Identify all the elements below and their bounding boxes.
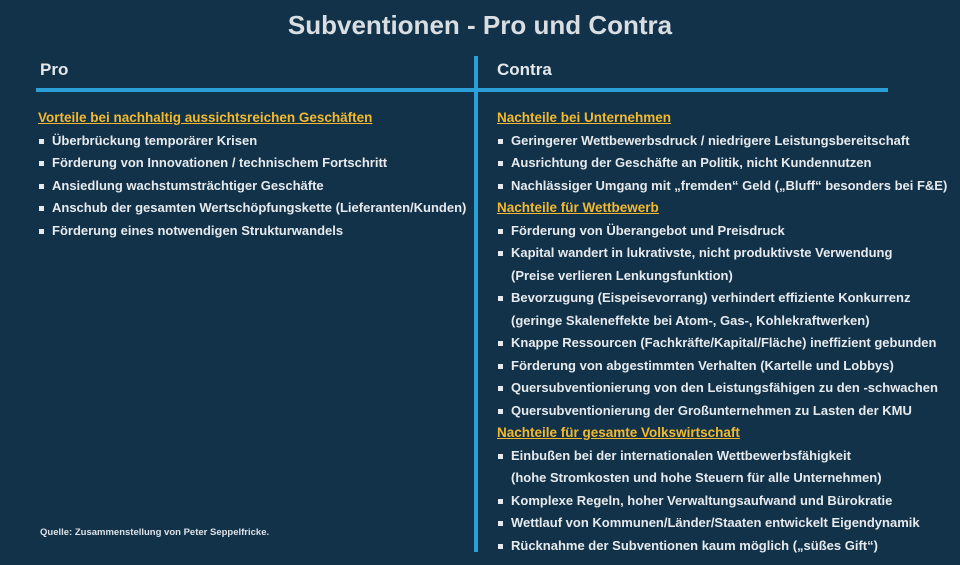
list-item-continuation: (geringe Skaleneffekte bei Atom-, Gas-, Kohlekraftwerken) — [511, 312, 870, 328]
list-item: Bevorzugung (Eispeisevorrang) verhindert effiziente Konkurrenz — [497, 287, 952, 310]
bullet-icon — [498, 409, 503, 414]
bullet-icon — [498, 251, 503, 256]
list-item: Anschub der gesamten Wertschöpfungskette (Lieferanten/Kunden) — [38, 197, 468, 220]
header-divider — [36, 88, 888, 92]
contra-list-companies — [497, 130, 952, 198]
list-item-continuation: (Preise verlieren Lenkungsfunktion) — [511, 267, 733, 283]
bullet-icon — [39, 184, 44, 189]
bullet-icon — [498, 229, 503, 234]
source-note: Quelle: Zusammenstellung von Peter Seppelfricke. — [40, 527, 270, 538]
list-item: Ausrichtung der Geschäfte an Politik, nicht Kundennutzen — [497, 152, 952, 175]
bullet-icon — [498, 386, 503, 391]
list-item: Förderung eines notwendigen Strukturwandels — [38, 220, 468, 243]
contra-section-title-economy: Nachteile für gesamte Volkswirtschaft — [497, 425, 740, 440]
contra-column — [497, 107, 952, 557]
pro-column — [38, 107, 468, 242]
list-item: Kapital wandert in lukrativste, nicht produktivste Verwendung — [497, 242, 952, 265]
bullet-icon — [498, 139, 503, 144]
list-item: Rücknahme der Subventionen kaum möglich („süßes Gift“) — [497, 535, 952, 558]
contra-section-title-companies: Nachteile bei Unternehmen — [497, 110, 672, 125]
pro-list — [38, 130, 468, 243]
bullet-icon — [498, 499, 503, 504]
page-title: Subventionen - Pro und Contra — [287, 10, 673, 40]
bullet-icon — [498, 544, 503, 549]
bullet-icon — [39, 139, 44, 144]
list-item: Überbrückung temporärer Krisen — [38, 130, 468, 153]
list-item: Ansiedlung wachstumsträchtiger Geschäfte — [38, 175, 468, 198]
pro-section-title: Vorteile bei nachhaltig aussichtsreichen Geschäften — [38, 110, 373, 125]
list-item: Förderung von Überangebot und Preisdruck — [497, 220, 952, 243]
pro-column-header: Pro — [40, 60, 69, 79]
bullet-icon — [498, 364, 503, 369]
contra-list-competition — [497, 220, 952, 423]
list-item: Knappe Ressourcen (Fachkräfte/Kapital/Fläche) ineffizient gebunden — [497, 332, 952, 355]
bullet-icon — [498, 454, 503, 459]
bullet-icon — [498, 341, 503, 346]
contra-section-title-competition: Nachteile für Wettbewerb — [497, 200, 659, 215]
bullet-icon — [498, 521, 503, 526]
contra-column-header: Contra — [497, 60, 552, 79]
list-item: Geringerer Wettbewerbsdruck / niedrigere Leistungsbereitschaft — [497, 130, 952, 153]
list-item: Förderung von abgestimmten Verhalten (Kartelle und Lobbys) — [497, 355, 952, 378]
list-item: Quersubventionierung von den Leistungsfähigen zu den -schwachen — [497, 377, 952, 400]
bullet-icon — [498, 296, 503, 301]
list-item-continuation: (hohe Stromkosten und hohe Steuern für alle Unternehmen) — [511, 470, 882, 485]
list-item: Wettlauf von Kommunen/Länder/Staaten entwickelt Eigendynamik — [497, 512, 952, 535]
column-divider — [474, 56, 478, 552]
list-item: Förderung von Innovationen / technischem Fortschritt — [38, 152, 468, 175]
contra-list-economy — [497, 445, 952, 558]
bullet-icon — [498, 161, 503, 166]
bullet-icon — [39, 206, 44, 211]
bullet-icon — [39, 161, 44, 166]
bullet-icon — [498, 184, 503, 189]
bullet-icon — [39, 229, 44, 234]
list-item: Quersubventionierung der Großunternehmen zu Lasten der KMU — [497, 400, 952, 423]
list-item: Komplexe Regeln, hoher Verwaltungsaufwand und Bürokratie — [497, 490, 952, 513]
list-item: Einbußen bei der internationalen Wettbewerbsfähigkeit — [497, 445, 952, 468]
list-item: Nachlässiger Umgang mit „fremden“ Geld („Bluff“ besonders bei F&E) — [497, 175, 952, 198]
